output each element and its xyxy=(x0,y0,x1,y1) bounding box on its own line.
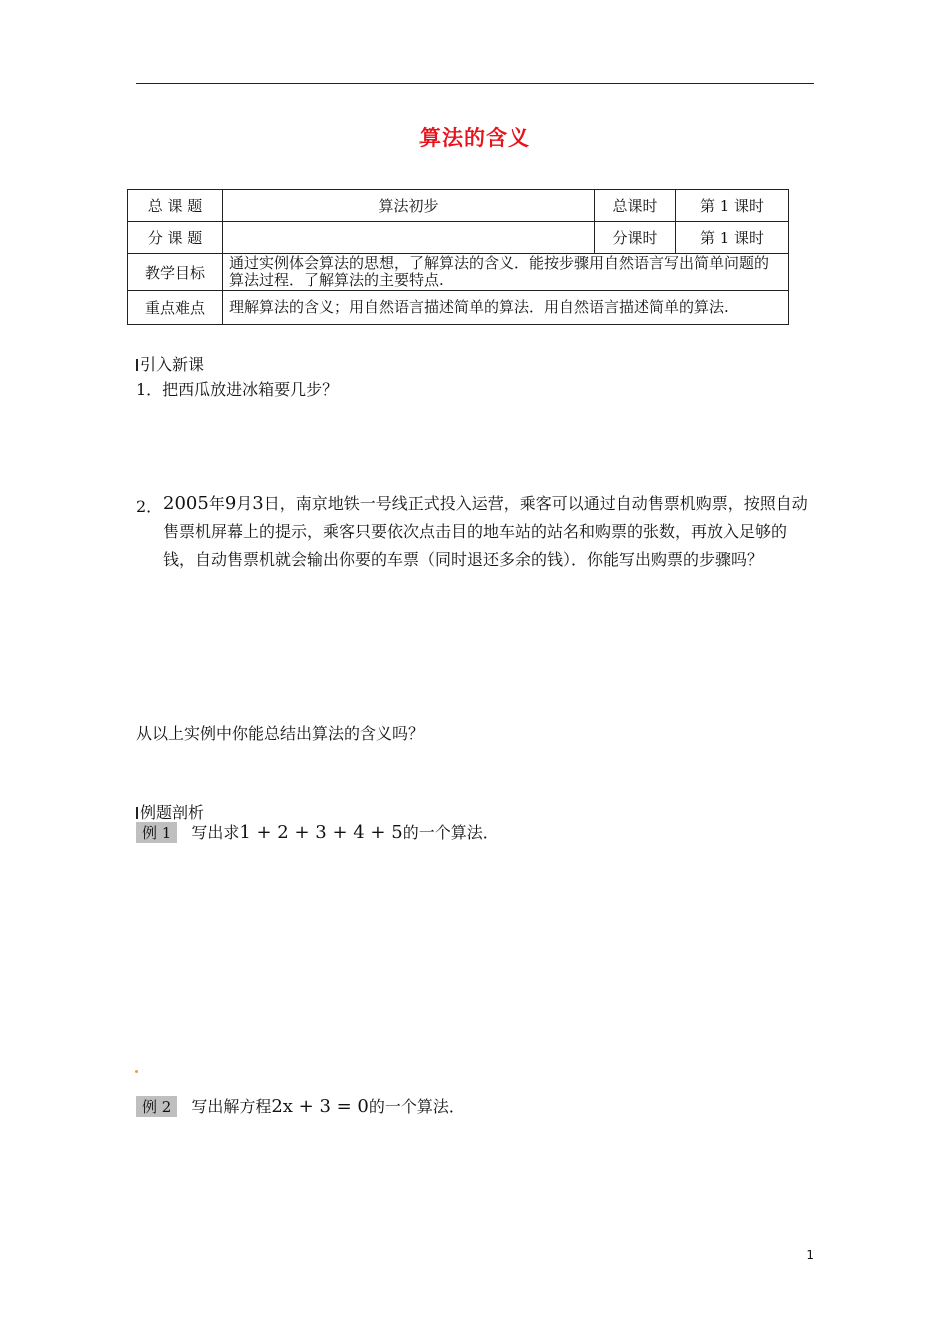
row-value xyxy=(223,222,595,254)
document-title: 算法的含义 xyxy=(420,126,530,150)
question-2-line-1 xyxy=(163,490,818,518)
table-row xyxy=(128,291,789,325)
day-value: 3 xyxy=(252,493,264,514)
hours-label: 总课时 xyxy=(595,190,676,222)
section-heading-text: 引入新课 xyxy=(140,355,205,374)
month-unit: 月 xyxy=(236,494,253,513)
example-2-label: 例 2 xyxy=(136,1096,177,1117)
page-number: 1 xyxy=(806,1248,814,1262)
row-label: 分 课 题 xyxy=(128,222,223,254)
hours-value: 第 1 课时 xyxy=(676,222,789,254)
example-2-pre: 写出解方程 xyxy=(191,1097,272,1116)
example-2-math: 2x + 3 = 0 xyxy=(271,1096,369,1117)
example-2 xyxy=(136,1094,465,1117)
hours-value: 第 1 课时 xyxy=(676,190,789,222)
question-1: 1．把西瓜放进冰箱要几步？ xyxy=(136,380,339,399)
summary-question: 从以上实例中你能总结出算法的含义吗？ xyxy=(136,724,425,743)
table-row xyxy=(128,254,789,291)
hours-label: 分课时 xyxy=(595,222,676,254)
marker-dot xyxy=(135,1070,138,1073)
example-1-pre: 写出求 xyxy=(191,823,240,842)
row-label: 教学目标 xyxy=(128,254,223,291)
teaching-goal: 通过实例体会算法的思想，了解算法的含义．能按步骤用自然语言写出简单问题的算法过程．了解算法的主要特点. xyxy=(223,254,789,291)
row-label: 总 课 题 xyxy=(128,190,223,222)
section-bar-icon xyxy=(136,359,138,371)
row-value: 算法初步 xyxy=(223,190,595,222)
table-row xyxy=(128,222,789,254)
month-value: 9 xyxy=(224,493,237,514)
year-value: 2005 xyxy=(163,493,209,514)
example-2-post: 的一个算法． xyxy=(368,1097,465,1116)
example-1-label: 例 1 xyxy=(136,822,177,843)
key-points: 理解算法的含义；用自然语言描述简单的算法．用自然语言描述简单的算法. xyxy=(223,291,789,325)
header-rule xyxy=(136,83,814,84)
section-heading-text: 例题剖析 xyxy=(140,803,205,822)
example-1-math: 1 + 2 + 3 + 4 + 5 xyxy=(239,822,403,843)
year-unit: 年 xyxy=(208,494,225,513)
question-2-line-2: 售票机屏幕上的提示，乘客只要依次点击目的地车站的站名和购票的张数，再放入足够的 xyxy=(163,522,788,541)
table-row xyxy=(128,190,789,222)
row-label: 重点难点 xyxy=(128,291,223,325)
question-2 xyxy=(163,490,818,574)
section-bar-icon xyxy=(136,807,138,819)
section-heading-intro xyxy=(136,352,204,375)
example-1 xyxy=(136,820,499,843)
lesson-info-table xyxy=(127,189,789,325)
example-1-post: 的一个算法． xyxy=(402,823,499,842)
question-2-number: 2． xyxy=(136,497,163,516)
question-2-line-3: 钱，自动售票机就会输出你要的车票（同时退还多余的钱）．你能写出购票的步骤吗？ xyxy=(163,550,764,569)
question-2-text: 日，南京地铁一号线正式投入运营，乘客可以通过自动售票机购票，按照自动 xyxy=(263,494,808,513)
